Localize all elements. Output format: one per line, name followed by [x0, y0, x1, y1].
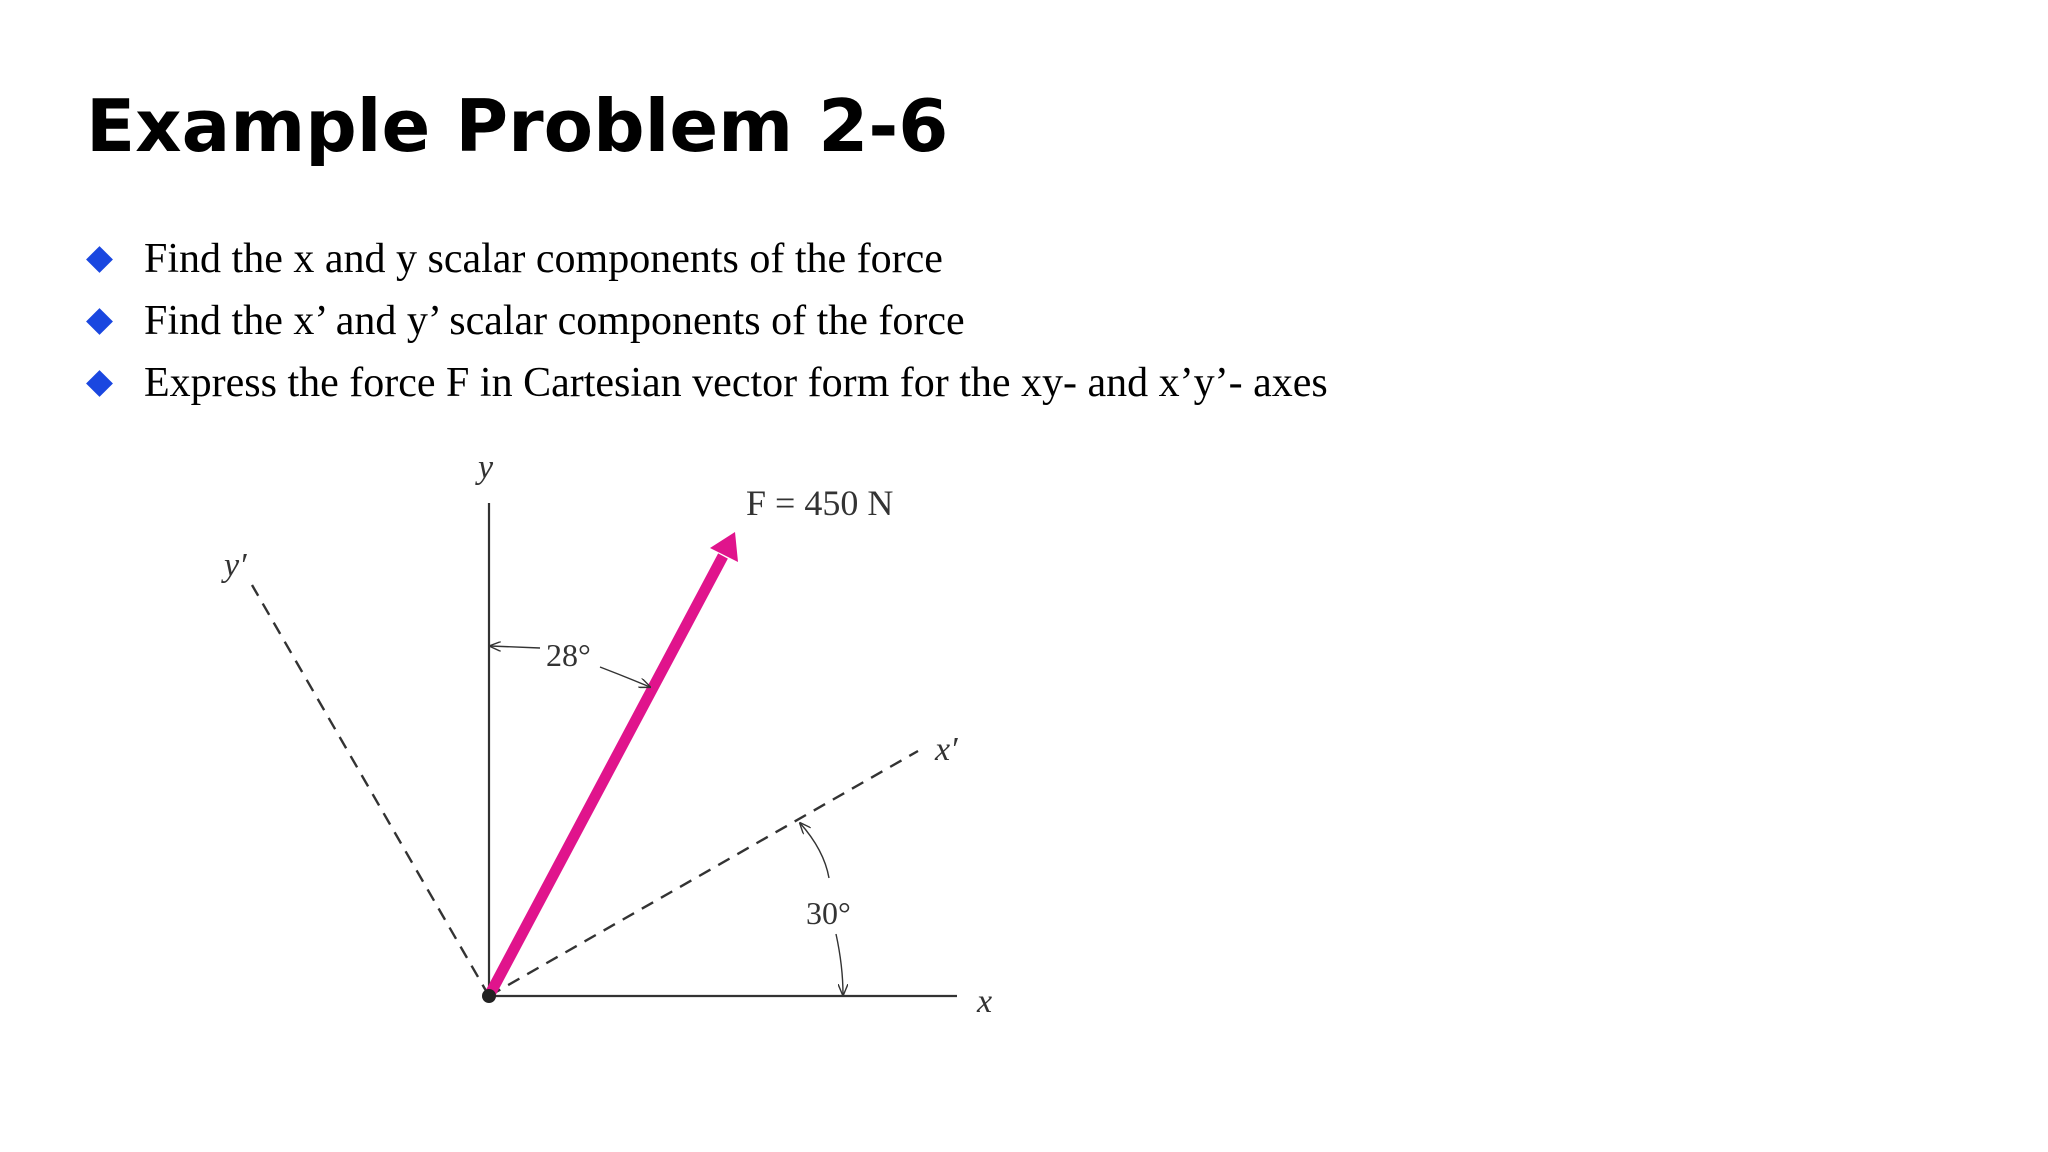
y-prime-axis-line — [252, 585, 489, 996]
bullet-text: Find the x and y scalar components of the force — [144, 236, 943, 282]
bullet-text: Find the x’ and y’ scalar components of the force — [144, 298, 965, 344]
force-label: F = 450 N — [746, 483, 894, 523]
y-axis-label: y — [478, 449, 494, 486]
angle-30-arrow-down — [836, 934, 843, 995]
angle-30-label: 30° — [806, 895, 851, 931]
origin-point — [482, 989, 496, 1003]
angle-30-arrow-up — [800, 823, 829, 878]
x-axis-label: x — [977, 983, 993, 1020]
y-prime-axis-label: y′ — [224, 547, 247, 584]
angle-28-label: 28° — [546, 637, 591, 673]
slide-title: Example Problem 2-6 — [86, 84, 949, 168]
x-prime-axis-label: x′ — [935, 731, 958, 768]
angle-28-arrow-right — [600, 667, 650, 687]
bullet-text: Express the force F in Cartesian vector form for the xy- and x’y’- axes — [144, 360, 1328, 406]
angle-28-arrow-left — [490, 646, 540, 648]
